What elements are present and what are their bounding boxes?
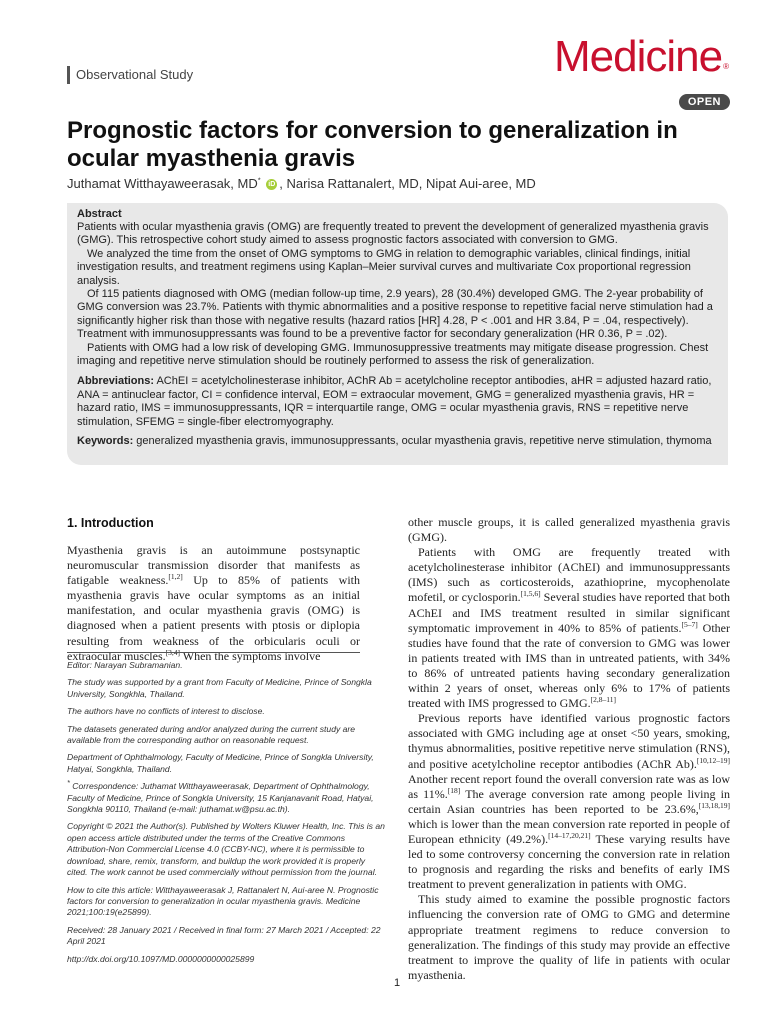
registered-mark: ®: [723, 62, 728, 71]
correspondence-mark: *: [67, 778, 70, 788]
body-text: When the symptoms involve: [180, 648, 321, 663]
body-paragraph: [408, 711, 730, 892]
journal-logo: [554, 32, 728, 82]
article-title: Prognostic factors for conversion to generalization in ocular myasthenia gravis: [67, 117, 678, 172]
citation[interactable]: [1,2]: [168, 572, 183, 582]
body-text: These varying results have led to some controversy concerning the conversion rate in relation to prognosis and regarding the risks and benefits of early IMS treatment to prevent generalization in patients with OMG.: [408, 831, 730, 892]
author-name[interactable]: Juthamat Witthayaweerasak, MD: [67, 176, 258, 191]
citation[interactable]: [3,4]: [165, 647, 180, 657]
keywords: [77, 435, 720, 448]
footnote-divider: [67, 652, 360, 653]
citation[interactable]: [5–7]: [681, 619, 698, 629]
citation[interactable]: [1,5,6]: [520, 589, 541, 599]
abstract-paragraph: We analyzed the time from the onset of OMG symptoms to GMG in relation to demographic variables, clinical findings, initial investigation results, and treatment regimens using Kaplan–Meier survival curves and multivariate Cox proportional regression analysis.: [77, 247, 691, 287]
abstract-heading: Abstract: [77, 208, 122, 220]
journal-name: Medicine: [554, 32, 723, 81]
citation[interactable]: [13,18,19]: [698, 800, 730, 810]
body-paragraph: [408, 545, 730, 711]
body-text: Other studies have found that the rate of conversion to GMG was lower in patients treated with IMS than in untreated patients, with 34% to 86% of untreated patients having secondary generalization within 2 years of onset, whereas only 6% to 17% of patients treated with IMS progressed to GMG.: [408, 620, 730, 711]
body-paragraph: This study aimed to examine the possible prognostic factors influencing the conversion rate of OMG to GMG and determine appropriate treatment regimens to reduce conversion to generalization. The findings of this study may provide an effective treatment to improve the quality of life in patients with ocular myasthenia.: [408, 892, 730, 982]
orcid-icon[interactable]: iD: [268, 181, 276, 188]
note-datasets: The datasets generated during and/or analyzed during the current study are available from the corresponding author on reasonable request.: [67, 723, 356, 746]
body-text: Another recent report found the overall conversion rate was as low as 11%.: [408, 771, 730, 801]
abstract-paragraph: Of 115 patients diagnosed with OMG (median follow-up time, 2.9 years), 28 (30.4%) developed GMG. The 2-year probability of GMG conversion was 23.7%. Patients with thymic abnormalities and a positive response to repetitive facial nerve stimulation had a significantly higher risk than those with negative results (hazard ratios [HR] 4.28, P < .001 and HR 3.84, P = .04, respectively). Treatment with immunosuppressants was found to be a preventive factor for secondary generalization (HR 0.36, P = .02).: [77, 288, 713, 341]
note-dates: Received: 28 January 2021 / Received in final form: 27 March 2021 / Accepted: 22 April 2021: [67, 924, 381, 947]
body-text: Myasthenia gravis is an autoimmune postsynaptic neuromuscular transmission disorder that manifests as fatigable weakness.: [67, 543, 360, 588]
author-list: [67, 176, 536, 191]
note-correspondence: [67, 778, 385, 815]
intro-text: [67, 543, 360, 664]
citation[interactable]: [14–17,20,21]: [548, 830, 591, 840]
section-heading: 1. Introduction: [67, 516, 154, 530]
correspondence-text: Correspondence: Juthamat Witthayaweerasak, Department of Ophthalmology, Faculty of Medicine, Prince of Songkla University, 15 Kanjanavanit Road, Hatyai, Songkhla 90110, Thailand (e-mail: juthamat.w@psu.ac.th).: [67, 781, 374, 815]
note-funding: The study was supported by a grant from Faculty of Medicine, Prince of Songkla University, Songkhla, Thailand.: [67, 677, 372, 699]
note-editor: Editor: Narayan Subramanian.: [67, 660, 183, 670]
abbreviations: [77, 375, 720, 429]
keywords-text: generalized myasthenia gravis, immunosuppressants, ocular myasthenia gravis, repetitive nerve stimulation, thymoma: [133, 435, 712, 448]
abbreviations-text: AChEI = acetylcholinesterase inhibitor, AChR Ab = acetylcholine receptor antibodies, aHR = adjusted hazard ratio, ANA = antinuclear factor, CI = confidence interval, EOM = extraocular movement, GMG = generalized myasthenia gravis, HR = hazard ratio, IMS = immunosuppressants, IQR = interquartile range, OMG = ocular myasthenia gravis, RNS = repetitive nerve stimulation, SFEMG = single-fiber electromyography.: [77, 375, 712, 428]
doi-link[interactable]: http://dx.doi.org/10.1097/MD.0000000000025899: [67, 953, 255, 964]
citation[interactable]: [2,8–11]: [590, 695, 616, 705]
citation[interactable]: [18]: [447, 785, 461, 795]
body-text: Previous reports have identified various prognostic factors associated with GMG including age at onset <50 years, smoking, thymus abnormalities, positive repetitive nerve stimulation (RNS), and positive acetylcholine receptor antibodies (AChR Ab).: [408, 711, 730, 771]
abstract-panel: [67, 203, 728, 465]
abbreviations-label: Abbreviations:: [77, 375, 155, 388]
abstract-paragraph: Patients with ocular myasthenia gravis (OMG) are frequently treated to prevent the development of generalized myasthenia gravis (GMG). This retrospective cohort study aimed to assess prognostic factors associated with conversion to GMG.: [77, 221, 709, 247]
note-citation: How to cite this article: Witthayaweerasak J, Rattanalert N, Aui-aree N. Prognostic factors for conversion to generalization in ocular myasthenia gravis. Medicine 2021;100:19(e25899).: [67, 884, 379, 918]
page-number: 1: [394, 977, 401, 989]
body-paragraph: other muscle groups, it is called generalized myasthenia gravis (GMG).: [408, 515, 730, 545]
article-type-label: Observational Study: [67, 66, 193, 84]
author-names: , Narisa Rattanalert, MD, Nipat Aui-aree, MD: [279, 176, 536, 191]
note-affiliation: Department of Ophthalmology, Faculty of Medicine, Prince of Songkla University, Hatyai, Songkhla, Thailand.: [67, 752, 374, 774]
body-text: which is lower than the mean conversion rate reported in people of European ethnicity (49.2%).: [408, 816, 730, 846]
body-text: Patients with OMG are frequently treated with acetylcholinesterase inhibitor (AChEI) and immunosuppressants (IMS) such as corticosteroids, azathioprine, mycophenolate mofetil, or cyclosporin.: [408, 545, 730, 605]
body-text: The average conversion rate among people living in certain Asian countries has been reported to be 23.6%,: [408, 786, 731, 816]
citation[interactable]: [10,12–19]: [696, 755, 730, 765]
body-text: Up to 85% of patients with myasthenia gravis have ocular symptoms as an initial manifestation, and ocular myasthenia gravis (OMG) is diagnosed when a patient presents with ptosis or diplopia resulting from weakness of the orbicularis oculi or extraocular muscles.: [67, 573, 360, 663]
keywords-label: Keywords:: [77, 435, 134, 448]
note-copyright: Copyright © 2021 the Author(s). Published by Wolters Kluwer Health, Inc. This is an open access article distributed under the terms of the Creative Commons Attribution-Non Commercial License 4.0 (CCBY-NC), where it is permissible to download, share, remix, transform, and buildup the work provided it is properly cited. The work cannot be used commercially without permission from the journal.: [67, 821, 385, 878]
open-access-badge: OPEN: [679, 94, 730, 110]
correspondence-mark: *: [257, 175, 261, 185]
intro-text-continued: [408, 515, 730, 983]
article-notes: [67, 660, 385, 971]
note-conflicts: The authors have no conflicts of interest to disclose.: [67, 706, 265, 717]
abstract-paragraph: Patients with OMG had a low risk of developing GMG. Immunosuppressive treatments may mitigate disease progression. Chest imaging and repetitive nerve stimulation should be routinely performed to assess the risk of generalization.: [77, 341, 709, 368]
body-text: Several studies have reported that both AChEI and IMS treatment resulted in similar significant symptomatic improvement in 40% to 85% of patients.: [408, 590, 731, 635]
